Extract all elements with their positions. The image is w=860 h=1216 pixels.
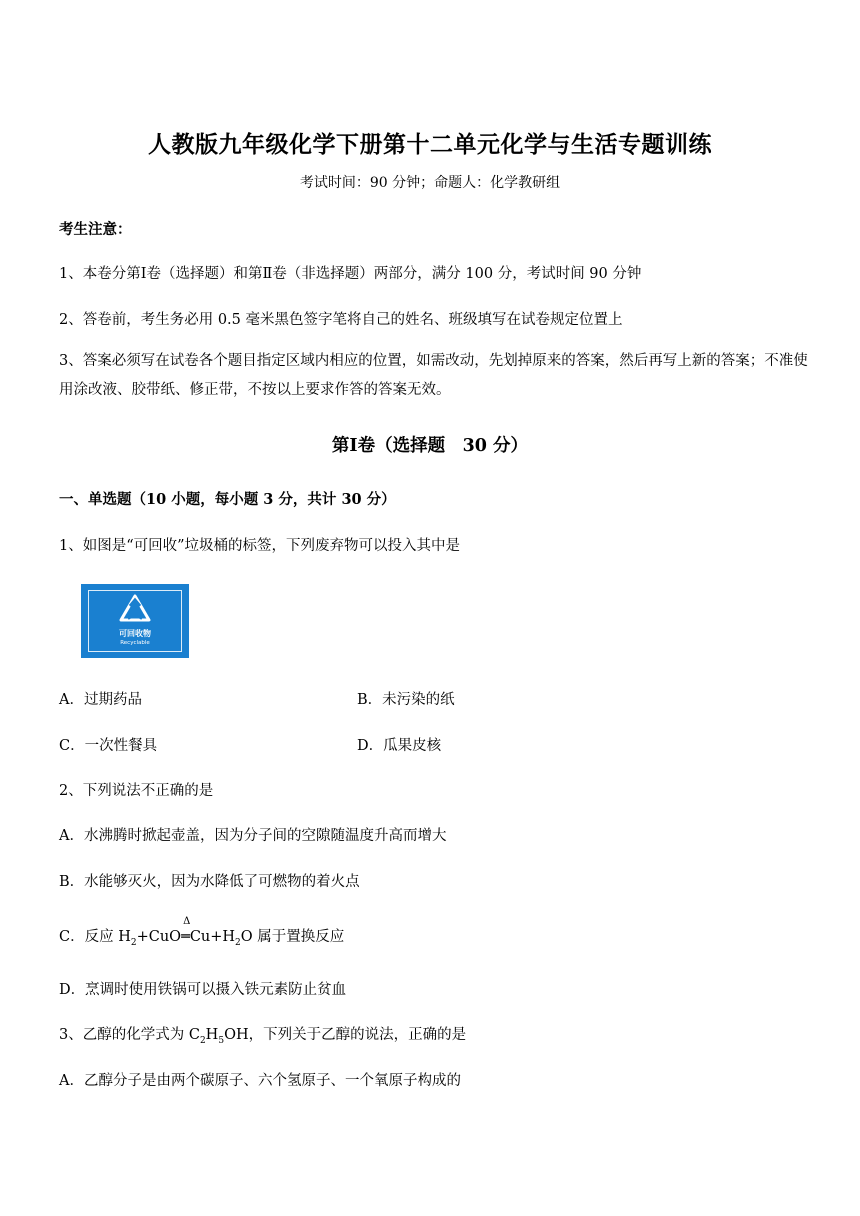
q1-option-b: B．未污染的纸 [357,692,455,708]
notice-heading: 考生注意： [59,221,132,238]
q2-option-a: A．水沸腾时掀起壶盖，因为分子间的空隙随温度升高而增大 [59,828,447,844]
page-title: 人教版九年级化学下册第十二单元化学与生活专题训练 [148,131,712,158]
heat-equals-sign [181,916,191,945]
q2-c-mid: +CuO [136,929,182,945]
section-title: 第Ⅰ卷（选择题 30 分） [331,436,529,456]
recyclable-label-image [81,584,189,658]
q3-stem-mid: H [205,1027,219,1043]
recycle-icon [118,593,152,625]
q2-c-mid2: Cu+H [189,929,236,945]
equals-symbol: ═ [181,929,190,945]
question-1-stem: 1、如图是“可回收”垃圾桶的标签，下列废弃物可以投入其中是 [59,538,461,554]
question-3-stem [59,1023,466,1044]
q2-option-d: D．烹调时使用铁锅可以摄入铁元素防止贫血 [59,982,347,998]
notice-item-2: 2、答卷前，考生务必用 0.5 毫米黑色签字笔将自己的姓名、班级填写在试卷规定位置上 [59,312,623,328]
q2-c-suffix: O 属于置换反应 [240,929,345,945]
q3-option-a: A．乙醇分子是由两个碳原子、六个氢原子、一个氧原子构成的 [59,1073,461,1089]
q2-c-sub-2: 2 [235,938,241,948]
q2-c-prefix: C．反应 H [59,929,131,945]
q3-stem-suffix: OH，下列关于乙醇的说法，正确的是 [224,1027,467,1043]
q1-option-a: A．过期药品 [59,692,142,708]
delta-symbol: Δ [183,916,191,927]
label-cn-text: 可回收物 [119,629,151,638]
q3-sub-2: 5 [218,1036,225,1046]
notice-item-3: 3、答案必须写在试卷各个题目指定区域内相应的位置，如需改动，先划掉原来的答案，然后再写上新的答案；不准使用涂改液、胶带纸、修正带，不按以上要求作答的答案无效。 [59,353,808,398]
q2-option-c [59,916,345,948]
part-heading: 一、单选题（10 小题，每小题 3 分，共计 30 分） [59,491,396,508]
q2-c-sub-1: 2 [130,938,137,948]
q1-option-d: D．瓜果皮核 [357,738,442,754]
q3-sub-1: 2 [199,1036,206,1046]
label-en-text: Recyclable [120,640,150,646]
notice-item-1: 1、本卷分第Ⅰ卷（选择题）和第Ⅱ卷（非选择题）两部分，满分 100 分，考试时间 90 分钟 [59,266,642,282]
q3-stem-prefix: 3、乙醇的化学式为 C [59,1027,200,1043]
question-2-stem: 2、下列说法不正确的是 [59,783,214,799]
q1-option-c: C．一次性餐具 [59,738,158,754]
exam-info: 考试时间：90 分钟；命题人：化学教研组 [299,175,561,191]
q2-option-b: B．水能够灭火，因为水降低了可燃物的着火点 [59,874,360,890]
